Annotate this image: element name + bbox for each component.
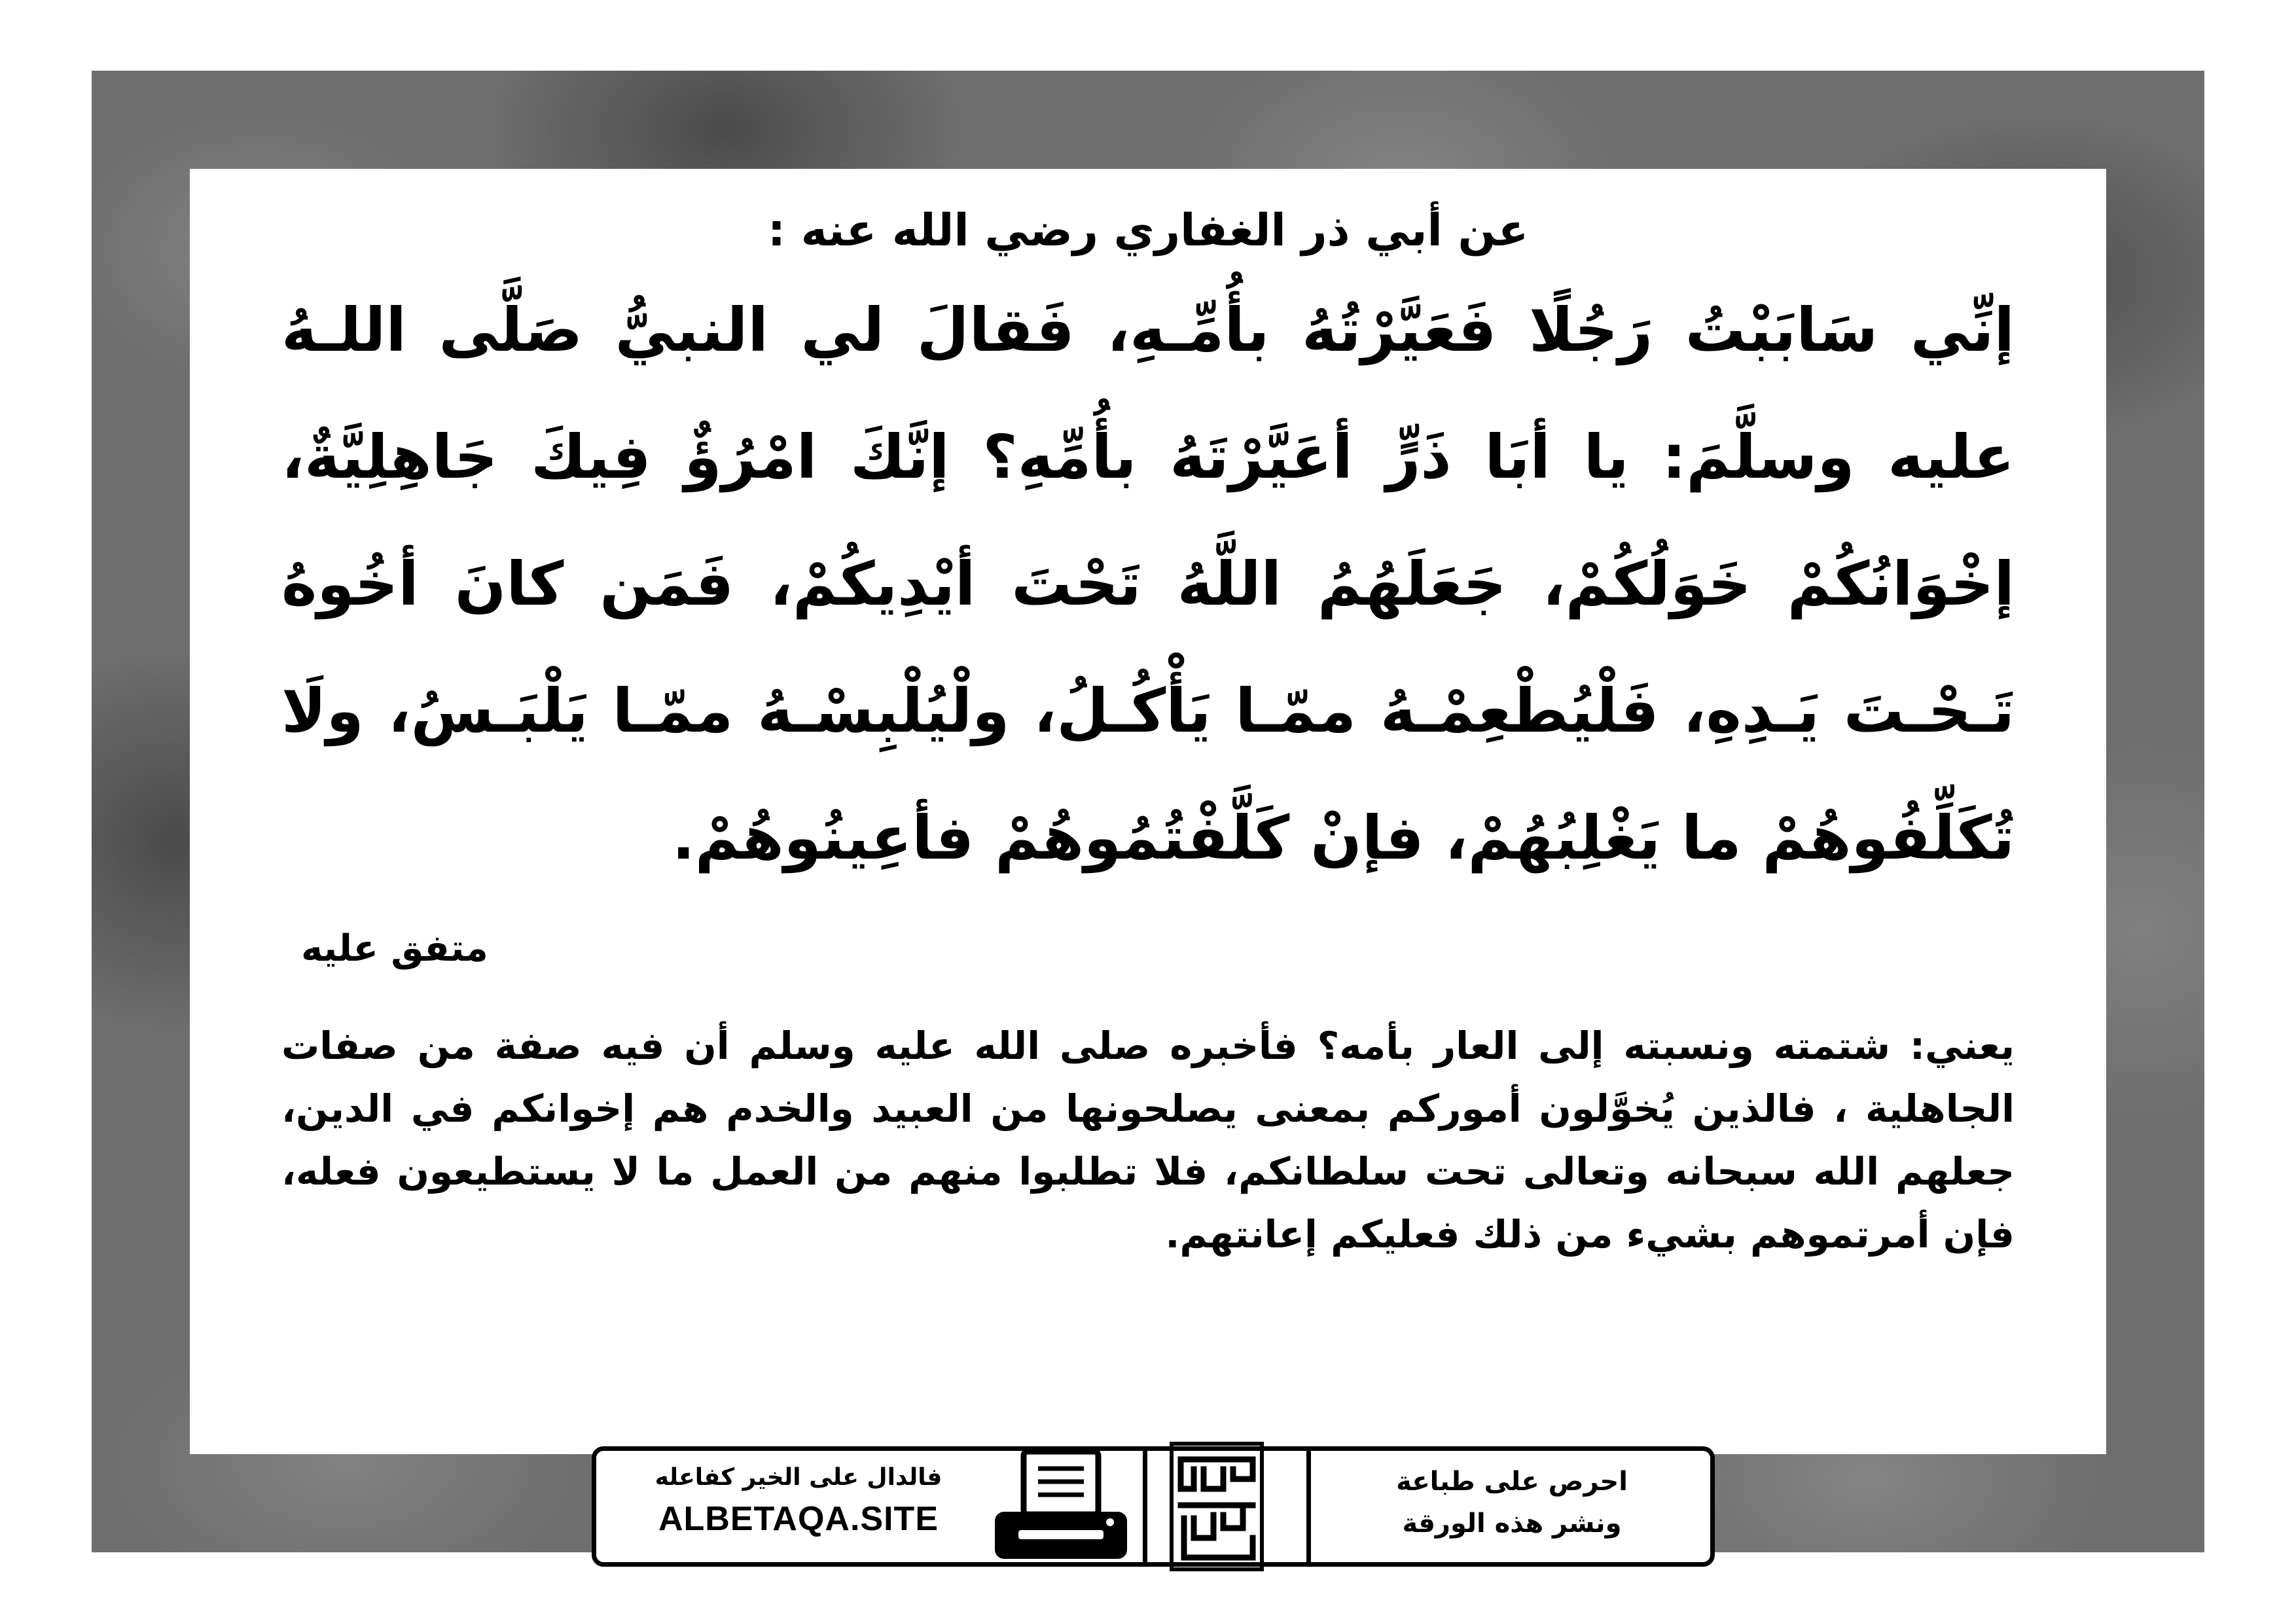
site-url[interactable]: ALBETAQA.SITE [658,1500,939,1538]
print-note [1322,1461,1702,1552]
printer-icon [992,1449,1130,1564]
site-block [615,1459,982,1551]
explanation-text: يعني: شتمته ونسبته إلى العار بأمه؟ فأخبره صلى الله عليه وسلم أن فيه صفة من صفات الجاهلية ، فالذين يُخوَّلون أموركم بمعنى يصلحونها من العبيد والخدم هم إخوانكم في الدين، جعلهم الله سبحانه وتعالى تحت سلطانكم، فلا تطلبوا منهم من العمل ما لا يستطيعون فعله، فإن أمرتموهم بشيء من ذلك فعليكم إعانتهم. [281,1024,2015,1257]
content-paper [190,169,2106,1454]
hadith-text: إنِّي سَابَبْتُ رَجُلًا فَعَيَّرْتُهُ بأُمِّـهِ، فَقالَ لي النبيُّ صَلَّى اللـهُ عليه وسلَّمَ: يا أبَا ذَرٍّ أعَيَّرْتَهُ بأُمِّهِ؟ إنَّكَ امْرُؤٌ فِيكَ جَاهِلِيَّةٌ، إخْوَانُكُمْ خَوَلُكُمْ، جَعَلَهُمُ اللَّهُ تَحْتَ أيْدِيكُمْ، فَمَن كانَ أخُوهُ تَـحْـتَ يَـدِهِ، فَلْيُطْعِمْـهُ ممّـا يَأْكُـلُ، ولْيُلْبِسْـهُ ممّـا يَلْبَـسُ، ولَا تُكَلِّفُوهُمْ ما يَغْلِبُهُمْ، فإنْ كَلَّفْتُمُوهُمْ فأعِينُوهُمْ. [281,295,2015,873]
print-note-line2: ونشر هذه الورقة [1402,1508,1622,1539]
print-note-line1: احرص على طباعة [1396,1467,1628,1497]
footer-divider-right [1306,1446,1311,1567]
footer-divider-left [1143,1446,1147,1567]
site-tagline: فالدال على الخير كفاعله [655,1464,942,1491]
logo-icon [1168,1440,1266,1573]
narrator-line: عن أبي ذر الغفاري رضي الله عنه : [767,205,1529,257]
hadith-source: متفق عليه [301,927,488,970]
